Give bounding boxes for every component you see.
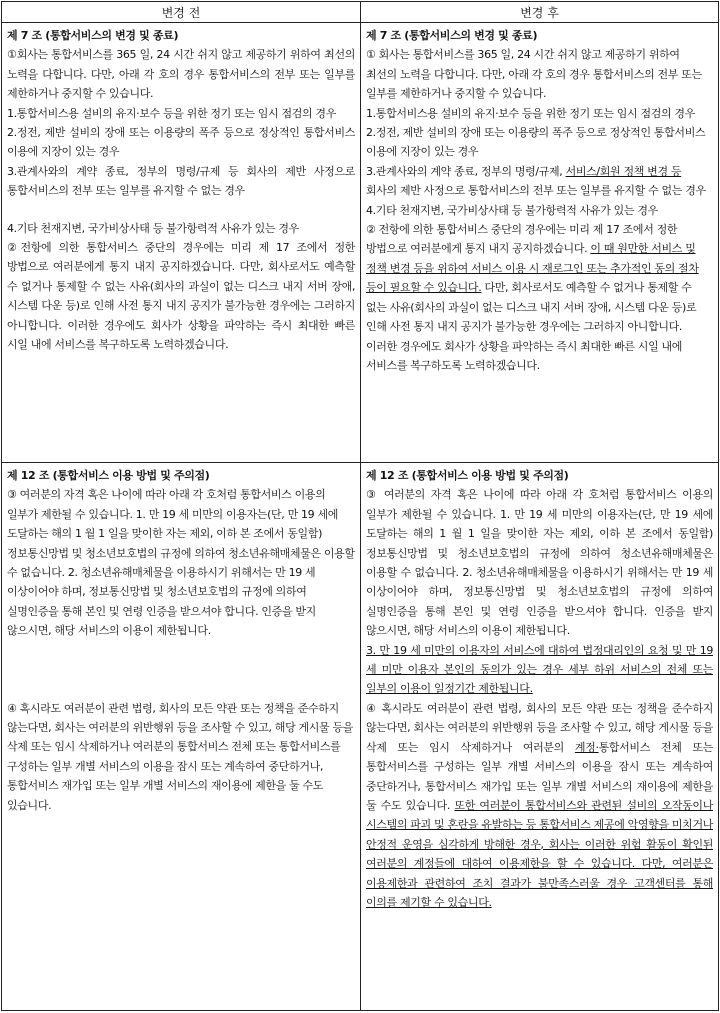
header-row — [2, 2, 719, 23]
spacer — [7, 641, 355, 699]
item-3 — [366, 162, 713, 201]
article-7-after-cell — [361, 23, 719, 463]
article-12-before-cell — [2, 463, 361, 1011]
item-1: 1.통합서비스용 설비의 유지·보수 등을 위한 정기 또는 임시 점검의 경우 — [7, 106, 336, 120]
clause-4-added-account: 계정· — [574, 740, 599, 754]
clause-3-added-item: 3. 만 19 세 미만의 이용자의 서비스에 대하여 법정대리인의 요청 및 만 19 세 미만 이용자 본인의 동의가 있는 경우 세부 하위 서비스의 전체 또는 일부의 이용이 일정기간 제한됩니다. — [366, 643, 713, 696]
clause-4-text-a: ④ 혹시라도 여러분이 관련 법령, 회사의 모든 약관 또는 정책을 준수하지 않는다면, 회사는 여러분의 위반행위 등을 조사할 수 있고, 해당 게시물 등을 삭제 또는 임시 삭제하거나 여러분의 — [366, 701, 713, 754]
article-12-row — [2, 463, 719, 1011]
article-title: 제 7 조 (통합서비스의 변경 및 종료) — [7, 29, 179, 42]
item-4: 4.기타 천재지변, 국가비상사태 등 불가항력적 사유가 있는 경우 — [366, 203, 658, 217]
item-2: 2.정전, 제반 설비의 장애 또는 이용량의 폭주 등으로 정상적인 통합서비스 이용에 지장이 있는 경우 — [7, 126, 355, 159]
article-title: 제 7 조 (통합서비스의 변경 및 종료) — [366, 29, 538, 42]
article-title: 제 12 조 (통합서비스 이용 방법 및 주의점) — [7, 469, 210, 482]
article-12-after-cell — [361, 463, 719, 1011]
clause-4 — [366, 699, 713, 912]
clause-1: ①회사는 통합서비스를 365 일, 24 시간 쉬지 않고 제공하기 위하여 최선의 노력을 다합니다. 다만, 아래 각 호의 경우 통합서비스의 전부 또는 일부를 제한하거나 중지할 수 있습니다. — [7, 48, 355, 101]
after-header: 변경 후 — [361, 2, 719, 23]
clause-4: ④ 혹시라도 여러분이 관련 법령, 회사의 모든 약관 또는 정책을 준수하지 않는다면, 회사는 여러분의 위반행위 등을 조사할 수 있고, 해당 게시물 등을 삭제 또는 임시 삭제하거나 여러분의 통합서비스 전체 또는 통합서비스를 구성하는 일부 개별 서비스의 이용을 잠시 또는 계속하여 중단하거나, 통합서비스 재가입 또는 일부 개별 서비스의 재이용에 제한을 둘 수도 있습니다. — [7, 701, 354, 812]
item-3: 3.관계사와의 계약 종료, 정부의 명령/규제 등 회사의 제반 사정으로 통합서비스의 전부 또는 일부를 유지할 수 없는 경우 — [7, 164, 355, 198]
clause-3: ③ 여러분의 자격 혹은 나이에 따라 아래 각 호처럼 통합서비스 이용의 일부가 제한될 수 있습니다. 1. 만 19 세 미만의 이용자는(단, 만 19 세에 도달하는 해의 1 월 1 일을 맞이한 자는 제외, 이하 본 조에서 동일함) 정보통신망법 및 청소년보호법의 규정에 의하여 청소년유해매체물은 이용할 수 없습니다. 2. 청소년유해매체물을 이용하시기 위해서는 만 19 세 이상이어야 하며, 정보통신망법 및 청소년보호법의 규정에 의하여 실명인증을 통해 본인 및 연령 인증을 받으셔야 합니다. 인증을 받지 않으시면, 해당 서비스의 이용이 제한됩니다. — [7, 488, 355, 638]
clause-2-added-text: 이 때 원만한 서비스 및 정책 변경 등을 위하여 서비스 이용 시 재로그인 또는 추가적인 동의 절차 등이 필요할 수 있습니다. — [366, 242, 699, 295]
spacer — [7, 201, 355, 219]
item-3-text-b: 회사의 제반 사정으로 통합서비스의 전부 또는 일부를 유지할 수 없는 경우 — [366, 184, 706, 198]
clause-1: ① 회사는 통합서비스를 365 일, 24 시간 쉬지 않고 제공하기 위하여 최선의 노력을 다합니다. 다만, 아래 각 호의 경우 통합서비스의 전부 또는 일부를 제한하거나 중지할 수 있습니다. — [366, 48, 702, 101]
article-title: 제 12 조 (통합서비스 이용 방법 및 주의점) — [366, 469, 569, 482]
article-7-before-cell — [2, 23, 361, 463]
clause-4-text-b: 통합서비스 전체 또는 통합서비스를 구성하는 일부 개별 서비스의 이용을 잠시 또는 계속하여 중단하거나, 통합서비스 재가입 또는 일부 개별 서비스의 재이용에 제한을 둘 수도 있습니다. — [366, 740, 713, 812]
item-1: 1.통합서비스용 설비의 유지·보수 등을 위한 정기 또는 임시 점검의 경우 — [366, 106, 695, 120]
clause-4-added-text: 또한 여러분이 통합서비스와 관련된 설비의 오작동이나 시스템의 파괴 및 혼란을 유발하는 등 통합서비스 제공에 악영향을 미치거나 안정적 운영을 심각하게 방해한 경우, 회사는 이러한 위험 활동이 확인된 여러분의 계정들에 대하여 이용제한을 할 수 있습니다. 다만, 여러분은 이용제한과 관련하여 조치 결과가 불만족스러울 경우 고객센터를 통해 이의를 제기할 수 있습니다. — [366, 798, 713, 909]
before-header: 변경 전 — [2, 2, 361, 23]
clause-3: ③ 여러분의 자격 혹은 나이에 따라 아래 각 호처럼 통합서비스 이용의 일부가 제한될 수 있습니다. 1. 만 19 세 미만의 이용자는(단, 만 19 세에 도달하는 해의 1 월 1 일을 맞이한 자는 제외, 이하 본 조에서 동일함) 정보통신망법 및 청소년보호법의 규정에 의하여 청소년유해매체물은 이용할 수 없습니다. 2. 청소년유해매체물을 이용하시기 위해서는 만 19 세 이상이어야 하며, 정보통신망법 및 청소년보호법의 규정에 의하여 실명인증을 통해 본인 및 연령 인증을 받으셔야 합니다. 인증을 받지 않으시면, 해당 서비스의 이용이 제한됩니다. — [366, 488, 713, 638]
item-2: 2.정전, 제반 설비의 장애 또는 이용량의 폭주 등으로 정상적인 통합서비스 이용에 지장이 있는 경우 — [366, 126, 706, 159]
comparison-table — [1, 1, 719, 1011]
item-3-text-a: 3.관계사와의 계약 종료, 정부의 명령/규제, — [366, 164, 566, 178]
item-3-added-text: 서비스/회원 정책 변경 등 — [565, 164, 682, 178]
item-4: 4.기타 천재지변, 국가비상사태 등 불가항력적 사유가 있는 경우 — [7, 221, 299, 235]
article-7-row — [2, 23, 719, 463]
clause-2-text-a: ② 전항에 의한 통합서비스 중단의 경우에는 미리 제 17 조에서 정한 방법으로 여러분에게 통지 내지 공지하겠습니다. — [366, 223, 678, 256]
clause-2-text-b: 다만, 회사로서도 예측할 수 없거나 통제할 수 없는 사유(회사의 과실이 없는 디스크 내지 서버 장애, 시스템 다운 등)로 인해 사전 통지 내지 공지가 불가능한 경우에는 그러하지 아니합니다. 이러한 경우에도 회사가 상황을 파악하는 즉시 최대한 빠른 시일 내에 서비스를 복구하도록 노력하겠습니다. — [366, 281, 697, 372]
clause-2: ②전항에 의한 통합서비스 중단의 경우에는 미리 제 17 조에서 정한 방법으로 여러분에게 통지 내지 공지하겠습니다. 다만, 회사로서도 예측할 수 없거나 통제할 수 없는 사유(회사의 과실이 없는 디스크 내지 서버 장애, 시스템 다운 등)로 인해 사전 통지 내지 공지가 불가능한 경우에는 그러하지 아니합니다. 이러한 경우에도 회사가 상황을 파악하는 즉시 최대한 빠른 시일 내에 서비스를 복구하도록 노력하겠습니다. — [7, 241, 355, 352]
clause-2 — [366, 220, 713, 375]
